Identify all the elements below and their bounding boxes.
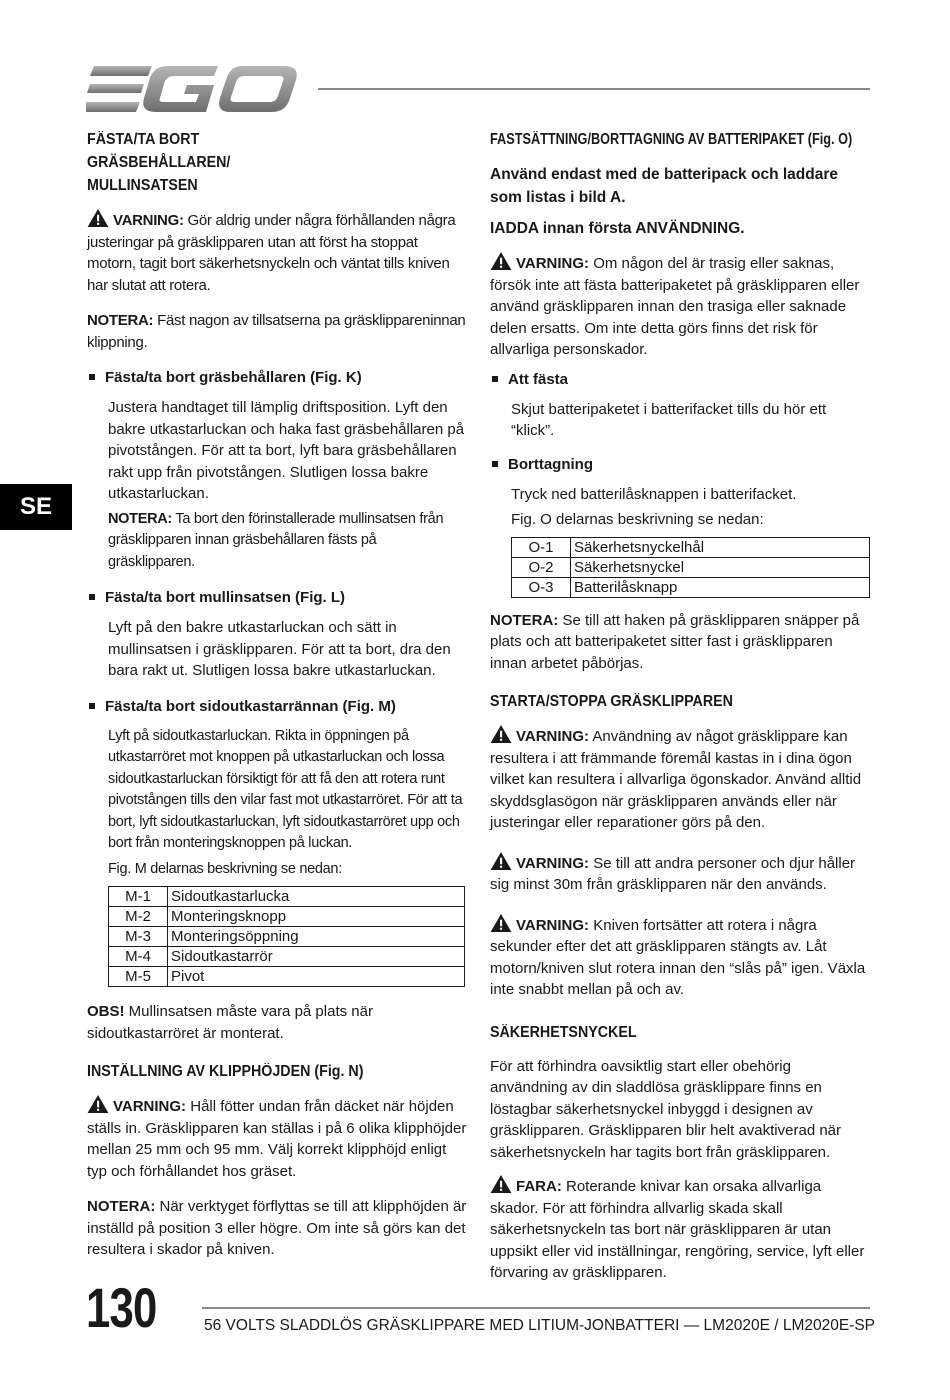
subheading: Använd endast med de batteripack och laddare som listas i bild A. [490,166,838,206]
note-label: NOTERA: [108,510,172,527]
danger-label: FARA: [516,1178,562,1195]
warning-label: VARNING: [113,1098,187,1115]
warning-paragraph [490,252,872,361]
bullet-text: Tryck ned batterilåsknappen i batterifacket. [511,485,797,503]
table-row: O-3 Batterilåsknapp [512,577,870,597]
ego-logo [86,64,298,114]
warning-triangle-icon [490,852,512,870]
table-row: M-1 Sidoutkastarlucka [109,887,465,907]
bullet-square-icon [492,461,498,467]
section-title: SÄKERHETSNYCKEL [490,1023,637,1041]
table-row: M-5 Pivot [109,967,465,987]
bullet-heading [490,369,872,391]
note-paragraph [87,1196,467,1261]
bullet-heading [87,587,467,609]
warning-triangle-icon [490,914,512,932]
warning-triangle-icon [87,209,109,227]
language-tab: SE [0,484,72,530]
header-rule [318,88,870,90]
danger-paragraph [490,1175,872,1284]
warning-triangle-icon [490,1175,512,1193]
warning-label: VARNING: [516,255,590,272]
section-title: STARTA/STOPPA GRÄSKLIPPAREN [490,693,733,710]
body-paragraph: För att förhindra oavsiktlig start eller obehörig användning av din sladdlösa gräsklippare finns en löstagbar säkerhetsnyckel inbyggd i designen av gräsklipparen. Gräsklipparen blir helt avaktiverad när säkerhetsnyckeln har tagits bort från gräsklipparen. [490,1057,842,1161]
note-label: NOTERA: [490,611,559,629]
section-title: FÄSTA/TA BORT GRÄSBEHÅLLAREN/ MULLINSATSEN [87,131,231,194]
bullet-square-icon [89,703,95,709]
note-paragraph [87,310,467,353]
bullet-text: Lyft på sidoutkastarluckan. Rikta in öppningen på utkastarröret mot knoppen på utkastarluckan och lossa sidoutkastarluckan försiktigt för att få den att rotera runt pivotstången tills den vilar fast mot utkastarröret. För att ta bort, lyft sidoutkastarluckan, lyft sidoutkastarröret upp och bort från monteringsknoppen på luckan. [108,727,463,851]
section-title: INSTÄLLNING AV KLIPPHÖJDEN (Fig. N) [87,1063,364,1080]
footer-title: 56 VOLTS SLADDLÖS GRÄSKLIPPARE MED LITIUM-JONBATTERI — LM2020E / LM2020E-SP [204,1317,876,1334]
bullet-square-icon [89,374,95,380]
page-number: 130 [86,1276,157,1339]
left-column [87,128,467,1275]
obs-text: Mullinsatsen måste vara på plats när sidoutkastarröret är monterat. [87,1003,373,1042]
warning-text: Gör aldrig under några förhållanden några justeringar på gräsklipparen utan att först ha stoppat motorn, tagit bort säkerhetsnyckeln och väntat tills kniven har slutat att rotera. [87,212,456,294]
bullet-heading [87,696,467,718]
danger-text: Roterande knivar kan orsaka allvarliga skador. För att förhindra allvarlig skada skall säkerhetsnyckeln tas bort när gräsklipparen är utan uppsikt eller vid inställningar, rengöring, service, lyft eller förvaring av gräsklipparen. [490,1178,865,1281]
subheading: IADDA innan första ANVÄNDNING. [490,220,745,237]
warning-label: VARNING: [516,916,590,934]
note-label: NOTERA: [87,312,154,329]
bullet-text: Justera handtaget till lämplig driftsposition. Lyft den bakre utkastarluckan och haka fast gräsbehållaren på pivotstången. För att ta bort, lyft bara gräsbehållaren rakt upp från pivotstången. Slutligen lossa bakre utkastarluckan. [108,399,465,502]
bullet-square-icon [492,376,498,382]
table-row: M-3 Monteringsöppning [109,927,465,947]
warning-text: Om någon del är trasig eller saknas, försök inte att fästa batteripaketet på gräsklipparen eller använd gräsklipparen innan den trasiga eller saknade delen ersatts. Om inte detta görs finns det risk för allvarliga personskador. [490,255,860,358]
warning-paragraph [490,725,872,834]
parts-table-m [108,886,465,987]
note-paragraph [490,610,872,675]
warning-triangle-icon [87,1095,109,1113]
right-column [490,128,872,1298]
table-row: O-2 Säkerhetsnyckel [512,557,870,577]
bullet-text: Lyft på den bakre utkastarluckan och sätt in mullinsatsen i gräsklipparen. För att ta bort, dra den bara rakt ut. Slutligen lossa bakre utkastarluckan. [108,619,451,679]
warning-label: VARNING: [516,728,590,745]
warning-paragraph [87,1095,467,1182]
bullet-square-icon [89,594,95,600]
warning-text: Håll fötter undan från däcket när höjden ställs in. Gräsklipparen kan ställas i på 6 olika klipphöjder mellan 25 mm och 95 mm. Välj korrekt klipphöjd enligt typ och förhållandet hos gräset. [87,1098,467,1180]
warning-triangle-icon [490,252,512,270]
table-row: M-4 Sidoutkastarrör [109,947,465,967]
figure-caption: Fig. O delarnas beskrivning se nedan: [511,511,764,528]
bullet-heading [87,367,467,389]
table-row: O-1 Säkerhetsnyckelhål [512,537,870,557]
note-text: Fäst nagon av tillsatserna pa gräsklippareninnan klippning. [87,312,466,351]
bullet-heading [490,454,872,476]
bullet-title: Fästa/ta bort gräsbehållaren (Fig. K) [105,369,362,386]
note-text: Ta bort den förinstallerade mullinsatsen från gräsklipparen innan gräsbehållaren fästs på gräsklipparen. [108,510,444,570]
obs-label: OBS! [87,1003,125,1020]
obs-paragraph [87,1001,467,1044]
warning-text: Kniven fortsätter att rotera i några sekunder efter det att gräsklipparen stängts av. Låt motorn/kniven slut rotera innan den “slås på” igen. Växla inte snabbt mellan på och av. [490,916,866,998]
footer-rule [202,1307,870,1309]
parts-table-o [511,537,870,598]
warning-label: VARNING: [516,854,590,872]
warning-paragraph [490,852,872,896]
bullet-title: Att fästa [508,370,569,388]
bullet-title: Fästa/ta bort mullinsatsen (Fig. L) [105,589,346,606]
note-text: Se till att haken på gräsklipparen snäpper på plats och att batteripaketet sitter fast i gräsklipparen innan arbetet påbörjas. [490,611,860,672]
warning-paragraph [490,914,872,1001]
warning-paragraph [87,209,467,296]
bullet-title: Borttagning [508,455,593,473]
note-label: NOTERA: [87,1198,156,1215]
warning-text: Se till att andra personer och djur håller sig minst 30m från gräsklipparen när den används. [490,854,856,893]
bullet-title: Fästa/ta bort sidoutkastarrännan (Fig. M) [105,697,396,715]
warning-text: Användning av något gräsklippare kan resultera i att främmande föremål kastas in i dina ögon vilket kan resultera i allvarliga ögonskador. Använd alltid skyddsglasögon när gräsklipparen används eller när justeringar eller reparationer görs på den. [490,728,862,831]
bullet-text: Skjut batteripaketet i batterifacket tills du hör ett “klick”. [511,400,827,439]
note-text: När verktyget förflyttas se till att klipphöjden är inställd på position 3 eller högre. Om inte så görs kan det resultera i skador på kniven. [87,1198,467,1258]
warning-triangle-icon [490,725,512,743]
table-row: M-2 Monteringsknopp [109,907,465,927]
section-title: FASTSÄTTNING/BORTTAGNING AV BATTERIPAKET (Fig. O) [490,131,853,148]
warning-label: VARNING: [113,212,184,229]
note-paragraph [108,509,467,574]
figure-caption: Fig. M delarnas beskrivning se nedan: [108,860,342,877]
